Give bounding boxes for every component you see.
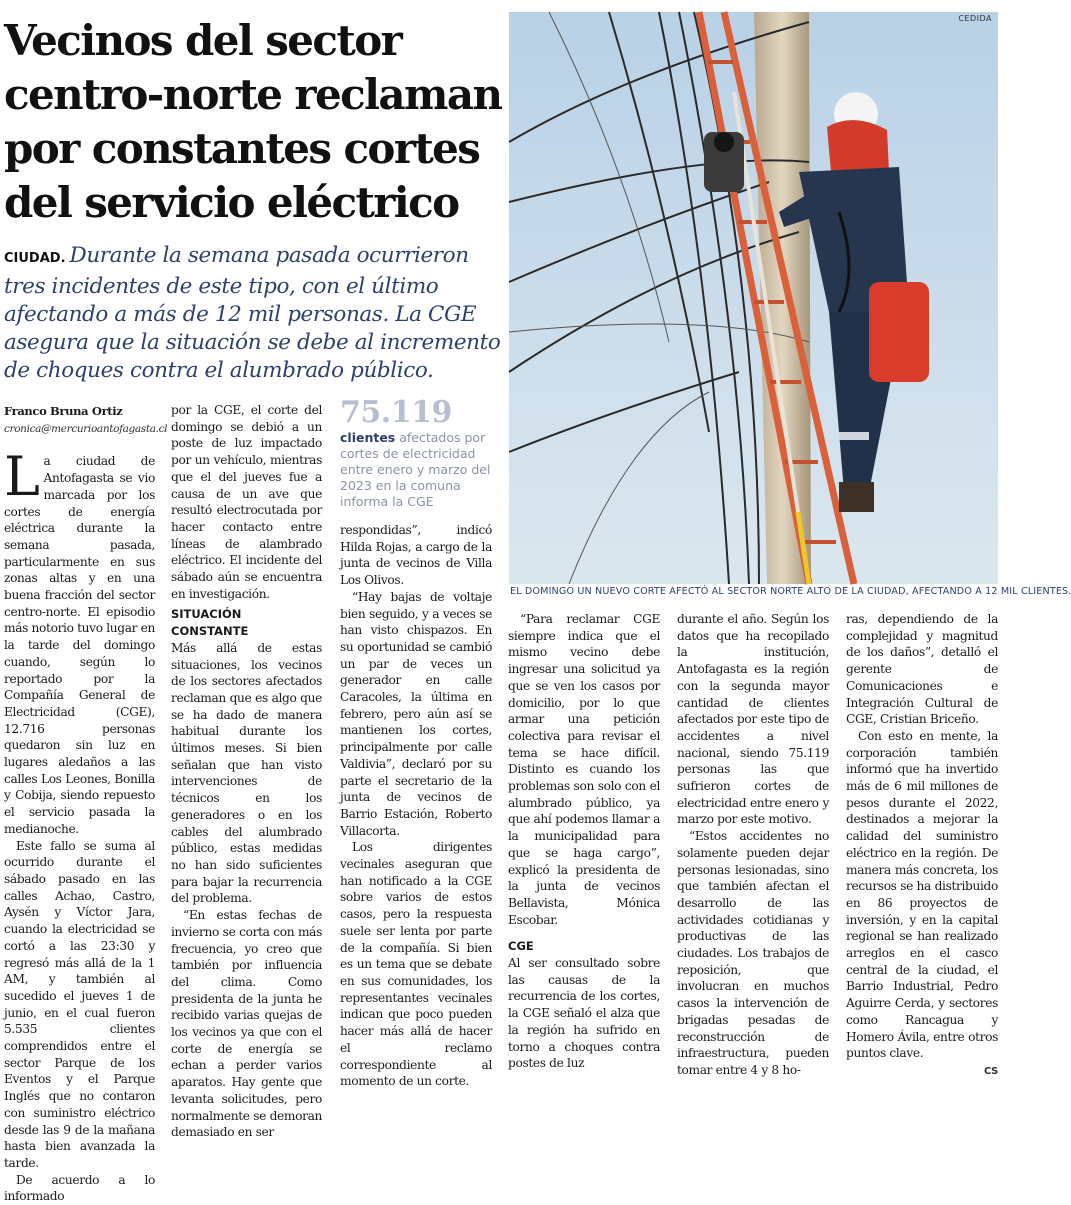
article-column-1 — [4, 403, 168, 1205]
end-mark: CS — [983, 1065, 998, 1077]
section-subhead: SITUACIÓN CONSTANTE — [171, 607, 249, 639]
stat-description — [340, 430, 495, 510]
lead-line: tres incidentes de este tipo, con el último — [4, 274, 439, 299]
article-column-4 — [508, 611, 660, 1072]
paragraph: “En estas fechas de invierno se corta con más frecuencia, yo creo que también por influencia del clima. Como presidenta de la junta he recibido varias quejas de los vecinos ya que con el corte de energía se echan a perder varios aparatos. Hay gente que levanta solicitudes, pero normalmente se demoran demasiado en ser — [171, 908, 322, 1140]
paragraph: “Estos accidentes no solamente pueden dejar personas lesionadas, sino que también afectan el desarrollo de las actividades cotidianas y productivas de las ciudades. Los trabajos de reposición, que involucran en muchos casos la intervención de brigadas pesadas de reconstrucción de infraestructura, pueden tomar entre 4 y 8 ho- — [677, 829, 829, 1077]
paragraph: por la CGE, el corte del domingo se debió a un poste de luz impactado por un vehículo, mientras que el del jueves fue a causa de un ave que resultó electrocutada por hacer contacto entre líneas de alambrado eléctrico. El incidente del sábado aún se encuentra en investigación. — [171, 403, 322, 601]
paragraph: Al ser consultado sobre las causas de la recurrencia de los cortes, la CGE señaló el alza que la región ha sufrido en torno a choques contra postes de luz — [508, 956, 660, 1071]
photo-caption: EL DOMINGO UN NUEVO CORTE AFECTÓ AL SECTOR NORTE ALTO DE LA CIUDAD, AFECTANDO A 12 MIL CLIENTES. — [510, 586, 1071, 597]
photo-credit: CEDIDA — [958, 14, 992, 23]
headline-line: Vecinos del sector — [4, 16, 402, 65]
headline-line: por constantes cortes — [4, 124, 480, 173]
paragraph: “Hay bajas de voltaje bien seguido, y a veces se han visto chispazos. En su oportunidad se cambió un par de veces un generador en calle Caracoles, la última en febrero, pero aún así se mantienen los cortes, principalmente por calle Valdivia”, declaró por su parte el secretario de la junta de vecinos de Barrio Estación, Roberto Villacorta. — [340, 589, 492, 838]
stat-box — [340, 396, 495, 510]
paragraph: “Para reclamar CGE siempre indica que el mismo vecino debe ingresar una solicitud ya que se ven los casos por domicilio, por lo que armar una petición colectiva para revisar el tema se hace difícil. Distinto es cuando los problemas son solo con el alumbrado público, ya que ahí podemos llamar a la municipalidad para que se haga cargo”, explicó la presidenta de la junta de vecinos Bellavista, Mónica Escobar. — [508, 612, 660, 927]
headline — [4, 14, 504, 230]
paragraph: a ciudad de Antofagasta se vio marcada por los cortes de energía eléctrica durante la semana pasada, particularmente en sus zonas altas y en una buena fracción del sector centro-norte. El episodio más notorio tuvo lugar en la tarde del domingo cuando, según lo reportado por la Compañía General de Electricidad (CGE), 12.716 personas quedaron sin luz en lugares aledaños a las calles Los Leones, Bonilla y Cobija, siendo repuesto el servicio pasada la medianoche. — [4, 454, 155, 836]
paragraph: De acuerdo a lo informado — [4, 1172, 155, 1204]
lead-line: Durante la semana pasada ocurrieron — [69, 243, 469, 268]
author-name: Franco Bruna Ortiz — [4, 404, 123, 418]
paragraph: Este fallo se suma al ocurrido durante el sábado pasado en las calles Achao, Castro, Aysén y Víctor Jara, cuando la electricidad se cortó a las 23:30 y regresó más allá de la 1 AM, y también al sucedido el jueves 1 de junio, en el cual fueron 5.535 clientes comprendidos entre el sector Parque de los Eventos y el Parque Inglés que no contaron con suministro eléctrico desde las 9 de la mañana hasta bien avanzada la tarde. — [4, 838, 155, 1170]
stat-text: afectados por cortes de electricidad entre enero y marzo del 2023 en la comuna informa la CGE — [340, 430, 491, 509]
lead-line: asegura que la situación se debe al incremento — [4, 330, 501, 355]
paragraph: respondidas”, indicó Hilda Rojas, a cargo de la junta de vecinos de Villa Los Olivos. — [340, 523, 492, 588]
author-email: cronica@mercurioantofagasta.cl — [4, 422, 168, 435]
article-column-6 — [846, 611, 998, 1081]
drop-cap: L — [4, 445, 40, 509]
paragraph: Más allá de estas situaciones, los vecinos de los sectores afectados reclaman que es algo que se ha dado de manera habitual durante los últimos meses. Si bien señalan que han visto intervenciones de técnicos en los generadores o en los cables del alumbrado público, estas medidas no han sido suficientes para bajar la recurrencia del problema. — [171, 640, 322, 906]
headline-line: centro-norte reclaman — [4, 70, 502, 119]
paragraph: durante el año. Según los datos que ha recopilado la institución, Antofagasta es la región con la segunda mayor cantidad de clientes afectados por este tipo de accidentes a nivel nacional, siendo 75.119 personas las que sufrieron cortes de electricidad entre enero y marzo por este motivo. — [677, 612, 829, 827]
paragraph: Con esto en mente, la corporación también informó que ha invertido más de 6 mil millones de pesos durante el 2022, destinados a mejorar la calidad del suministro eléctrico en la región. De manera más concreta, los recursos se ha distribuido en 86 proyectos de inversión, y en la capital regional se han realizado arreglos en el casco central de la ciudad, el Barrio Industrial, Pedro Aguirre Cerda, y sectores como Rancagua y Homero Ávila, entre otros puntos clave. — [846, 728, 998, 1061]
news-photo — [509, 12, 998, 584]
paragraph: Los dirigentes vecinales aseguran que han notificado a la CGE sobre varios de estos casos, pero la respuesta suele ser lenta por parte de la compañía. Si bien es un tema que se debate en sus comunidades, los representantes vecinales indican que poco pueden hacer más allá de hacer el reclamo correspondiente al momento de un corte. — [340, 840, 492, 1089]
paragraph: ras, dependiendo de la complejidad y magnitud de los daños”, detalló el gerente de Comunicaciones e Integración Cultural de CGE, Cristian Briceño. — [846, 612, 998, 727]
lineworker-photo — [509, 12, 998, 584]
section-kicker: CIUDAD. — [4, 251, 66, 266]
article-column-2 — [171, 402, 322, 1141]
article-column-3 — [340, 522, 492, 1090]
stat-label: clientes — [340, 430, 396, 445]
section-subhead: CGE — [508, 939, 534, 954]
stat-number: 75.119 — [340, 395, 452, 430]
article-column-5 — [677, 611, 829, 1079]
lead-deck — [4, 242, 499, 385]
lead-line: de choques contra el alumbrado público. — [4, 358, 434, 383]
lead-line: afectando a más de 12 mil personas. La CGE — [4, 302, 477, 327]
headline-line: del servicio eléctrico — [4, 178, 459, 227]
